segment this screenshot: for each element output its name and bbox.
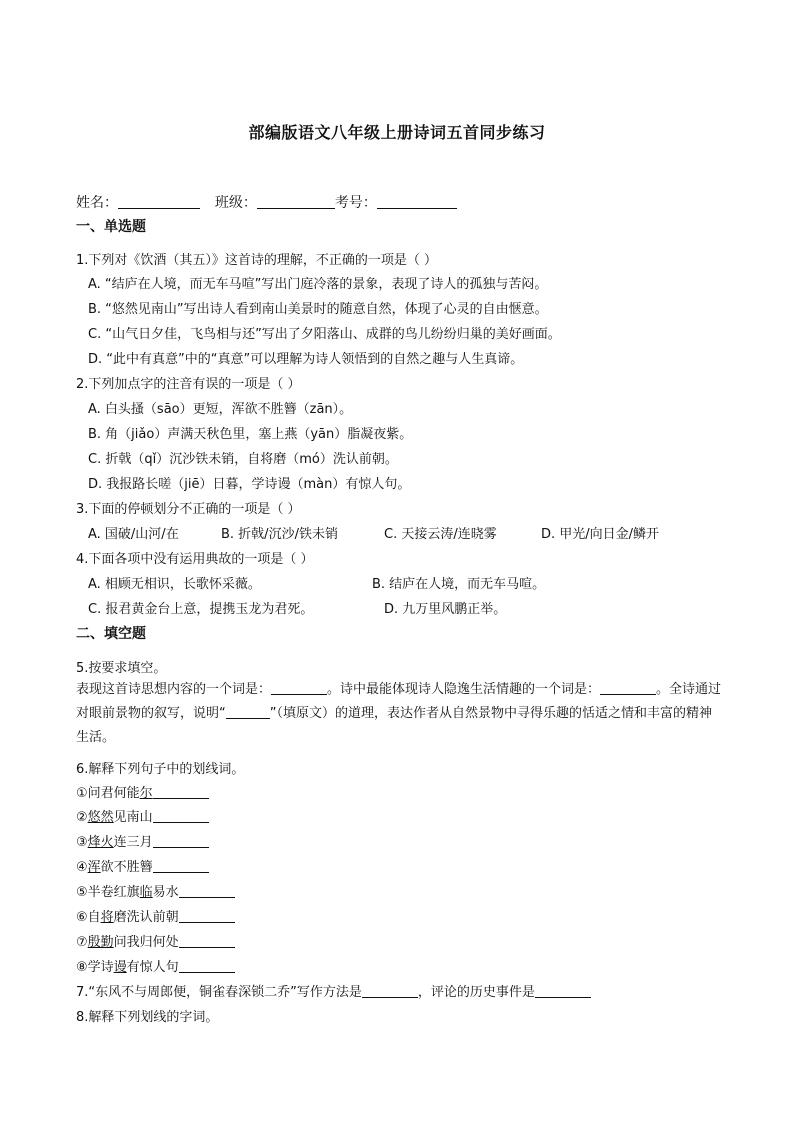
q6-item-1: ①问君何能尔 xyxy=(76,782,209,801)
q6-item-1-blank[interactable] xyxy=(153,785,209,799)
question-3-option-b: B. 折戟/沉沙/铁未销 xyxy=(221,527,338,542)
question-1-stem: 1.下列对《饮酒（其五）》这首诗的理解，不正确的一项是（ ） xyxy=(76,253,438,268)
q6-item-4-blank[interactable] xyxy=(153,859,209,873)
question-4-stem: 4.下面各项中没有运用典故的一项是（ ） xyxy=(76,552,314,567)
question-4-option-c: C. 报君黄金台上意，提携玉龙为君死。 xyxy=(88,602,314,617)
q5-blank-3[interactable] xyxy=(226,705,270,719)
q7-text-1: 7.“东风不与周郎便，铜雀春深锁二乔”写作方法是 xyxy=(76,985,362,1000)
q6-item-5-underlined: 临 xyxy=(139,885,153,900)
q6-item-7-underlined: 殷勤 xyxy=(87,935,114,950)
q6-item-6-underlined: 将 xyxy=(100,910,114,925)
name-label: 姓名： xyxy=(76,195,118,211)
name-blank[interactable] xyxy=(118,194,200,209)
question-3-option-a: A. 国破/山河/在 xyxy=(88,527,179,542)
question-2-option-c: C. 折戟（qǐ）沉沙铁未销，自将磨（mó）洗认前朝。 xyxy=(88,452,398,467)
section-fill-blank: 二、填空题 xyxy=(76,626,146,642)
question-3-option-d: D. 甲光/向日金/鳞开 xyxy=(541,527,660,542)
q5-text-4: ”（填原文）的道理，表达作者从自然景物中寻得乐趣的恬适之情和丰富的精神生活。 xyxy=(76,706,712,745)
question-2-option-b: B. 角（jiǎo）声满天秋色里，塞上燕（yān）脂凝夜紫。 xyxy=(88,427,413,442)
q5-text-2: 。诗中最能体现诗人隐逸生活情趣的一个词是： xyxy=(327,682,601,697)
question-4-option-a: A. 相顾无相识，长歌怀采薇。 xyxy=(88,577,261,592)
q5-blank-2[interactable] xyxy=(600,681,656,695)
q6-item-7: ⑦殷勤问我归何处 xyxy=(76,931,235,950)
q7-blank-1[interactable] xyxy=(362,984,418,998)
class-blank[interactable] xyxy=(257,194,335,209)
q6-item-5-blank[interactable] xyxy=(179,884,235,898)
q7-blank-2[interactable] xyxy=(535,984,591,998)
q6-item-5: ⑤半卷红旗临易水 xyxy=(76,881,235,900)
id-blank[interactable] xyxy=(377,194,457,209)
section-single-choice: 一、单选题 xyxy=(76,219,146,235)
q6-item-1-underlined: 尔 xyxy=(139,786,153,801)
question-6-stem: 6.解释下列句子中的划线词。 xyxy=(76,762,245,777)
q6-item-8-blank[interactable] xyxy=(179,959,235,973)
q7-text-2: ，评论的历史事件是 xyxy=(417,985,535,1000)
question-1-option-a: A. “结庐在人境，而无车马喧”写出门庭冷落的景象，表现了诗人的孤独与苦闷。 xyxy=(88,277,548,292)
question-4-option-b: B. 结庐在人境，而无车马喧。 xyxy=(372,577,546,592)
question-2-stem: 2.下列加点字的注音有误的一项是（ ） xyxy=(76,377,301,392)
q6-item-8: ⑧学诗谩有惊人句 xyxy=(76,956,235,975)
q6-item-6-blank[interactable] xyxy=(179,909,235,923)
question-3-stem: 3.下面的停顿划分不正确的一项是（ ） xyxy=(76,502,301,517)
class-label: 班级： xyxy=(214,195,257,211)
question-7 xyxy=(76,981,591,1000)
question-5-stem: 5.按要求填空。 xyxy=(76,661,167,676)
q6-item-3-underlined: 烽火 xyxy=(87,835,114,850)
q6-item-2-blank[interactable] xyxy=(153,809,209,823)
question-8-stem: 8.解释下列划线的字词。 xyxy=(76,1010,219,1025)
q6-item-8-underlined: 谩 xyxy=(113,960,127,975)
q6-item-3-blank[interactable] xyxy=(153,834,209,848)
q6-item-2: ②悠然见南山 xyxy=(76,806,209,825)
q6-item-2-underlined: 悠然 xyxy=(87,810,114,825)
page-title: 部编版语文八年级上册诗词五首同步练习 xyxy=(248,123,546,142)
q5-text-1: 表现这首诗思想内容的一个词是： xyxy=(76,682,272,697)
question-4-option-d: D. 九万里风鹏正举。 xyxy=(384,602,507,617)
q6-item-7-blank[interactable] xyxy=(179,934,235,948)
question-2-option-a: A. 白头搔（sāo）更短，浑欲不胜簪（zān）。 xyxy=(88,402,353,417)
student-info-row xyxy=(76,192,457,212)
question-3-option-c: C. 天接云涛/连晓雾 xyxy=(384,527,497,542)
q5-text-3: 。全诗通过对眼前景物的叙写，说明“ xyxy=(76,682,722,721)
q6-item-4-underlined: 浑 xyxy=(87,860,101,875)
q6-item-4: ④浑欲不胜簪 xyxy=(76,856,209,875)
q6-item-6: ⑥自将磨洗认前朝 xyxy=(76,906,235,925)
q6-item-3: ③烽火连三月 xyxy=(76,831,209,850)
question-1-option-c: C. “山气日夕佳，飞鸟相与还”写出了夕阳落山、成群的鸟儿纷纷归巢的美好画面。 xyxy=(88,327,561,342)
question-1-option-b: B. “悠然见南山”写出诗人看到南山美景时的随意自然，体现了心灵的自由惬意。 xyxy=(88,302,548,317)
id-label: 考号： xyxy=(334,195,377,211)
question-2-option-d: D. 我报路长嗟（jiē）日暮，学诗谩（màn）有惊人句。 xyxy=(88,477,411,492)
q5-blank-1[interactable] xyxy=(271,681,327,695)
question-5-paragraph xyxy=(76,678,722,750)
question-1-option-d: D. “此中有真意”中的“真意”可以理解为诗人领悟到的自然之趣与人生真谛。 xyxy=(88,352,524,367)
